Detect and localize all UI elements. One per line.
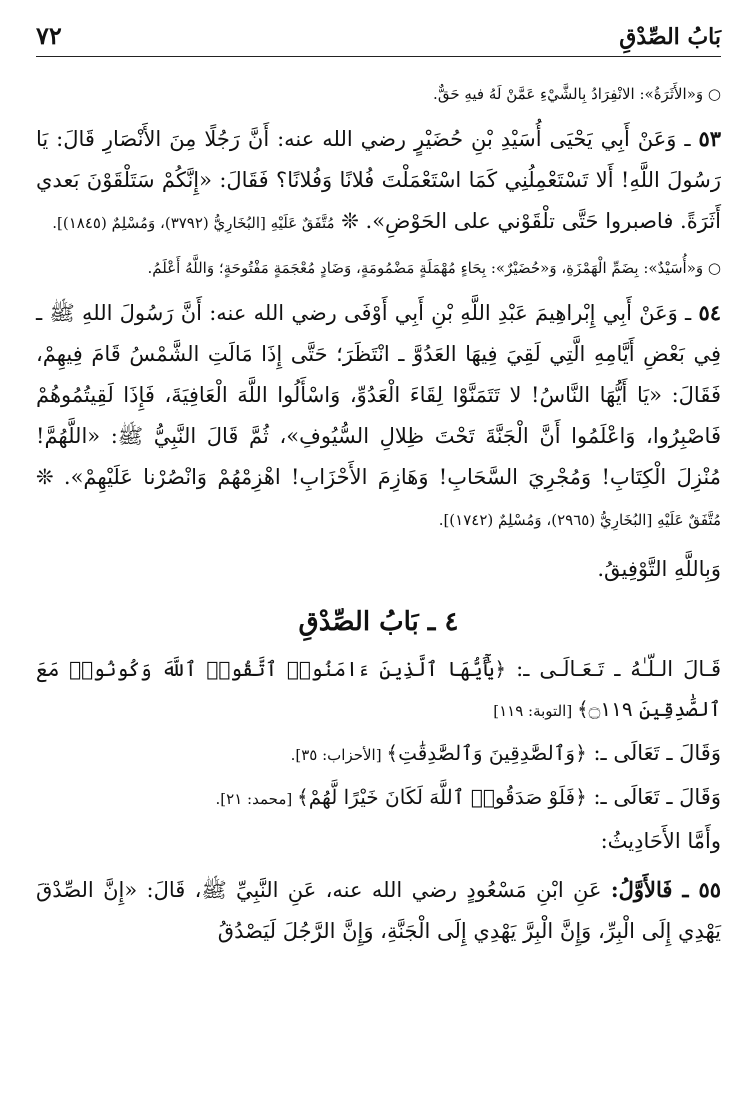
hadith-55 <box>36 869 721 952</box>
page-number: ٧٢ <box>36 21 62 50</box>
section-title: ٤ ـ بَابُ الصِّدْقِ <box>298 607 459 637</box>
ahadith-intro: وأَمَّا الأَحَادِيثُ: <box>600 829 721 853</box>
hadith-reference: مُتَّفَقٌ عَلَيْهِ [البُخَارِيُّ (٣٧٩٢)، وَمُسْلِمٌ (١٨٤٥)]. <box>52 214 335 232</box>
hadith-text: ـ وَعَنْ أَبِي يَحْيَى أُسَيْدِ بْنِ حُضَيْرٍ رضي الله عنه: أَنَّ رَجُلًا مِنَ الأَنْصَارِ قَالَ: يَا رَسُولَ اللَّهِ! أَلا تَسْتَعْمِلُنِي كَمَا اسْتَعْمَلْتَ فُلانًا وَفُلانًا؟ فَقَالَ: «إِنَّكُمْ سَتَلْقَوْنَ بَعدي أَثَرَةً. فاصبروا حَتَّى تلْقَوْني على الحَوْضِ». ❊ <box>36 127 721 233</box>
verse-intro: وَقَالَ ـ تَعَالَى ـ: <box>586 741 721 765</box>
verse-reference: [محمد: ٢١]. <box>215 790 297 808</box>
verse-quote: ﴿وَٱلصَّٰدِقِينَ وَٱلصَّٰدِقَٰتِ﴾ <box>386 741 587 765</box>
running-title: بَابُ الصِّدْقِ <box>619 24 721 50</box>
verse-reference: [التوبة: ١١٩] <box>493 702 577 720</box>
page-header <box>36 18 721 57</box>
hadith-number: ٥٤ <box>698 300 721 325</box>
quran-verse-1 <box>36 649 721 731</box>
verse-quote: ﴿فَلَوْ صَدَقُوا۟ ٱللَّهَ لَكَانَ خَيْرًا لَّهُمْ﴾ <box>296 785 587 809</box>
quran-verse-2 <box>36 733 721 775</box>
hadith-53 <box>36 118 721 244</box>
footnote-athara: ○ وَ«الأَثَرَةُ»: الانْفِرَادُ بِالشَّيْءِ عَمَّنْ لَهُ فيهِ حَقٌّ. <box>433 85 721 103</box>
hadith-number: ٥٥ <box>698 877 721 902</box>
hadith-number: ٥٣ <box>698 126 721 151</box>
verse-reference: [الأحزاب: ٣٥]. <box>290 746 387 764</box>
footnote-usayd: ○ وَ«أُسَيْدٌ»: بِضَمِّ الْهَمْزَةِ، وَ«حُضَيْرٌ»: بِحَاءٍ مُهْمَلَةٍ مَضْمُومَةٍ، وَضَادٍ مُعْجَمَةٍ مَفْتُوحَةٍ؛ وَاللَّهُ أَعْلَمُ. <box>147 259 721 277</box>
verse-quote: ﴿يَٰٓأَيُّهَا ٱلَّذِينَ ءَامَنُوا۟ ٱتَّقُوا۟ ٱللَّهَ وَكُونُوا۟ مَعَ ٱلصَّٰدِقِينَ ۝١١٩﴾ <box>36 657 721 721</box>
verse-intro: قَـالَ الـلّـٰهُ ـ تَـعَـالَـى ـ: <box>506 657 722 681</box>
hadith-reference: مُتَّفَقٌ عَلَيْهِ [البُخَارِيُّ (٢٩٦٥)، وَمُسْلِمٌ (١٧٤٢)]. <box>438 511 721 529</box>
quran-verse-3 <box>36 777 721 819</box>
page-body <box>36 70 721 960</box>
verse-intro: وَقَالَ ـ تَعَالَى ـ: <box>586 785 721 809</box>
hadith-label: ـ فَالأَوَّلُ: <box>610 877 699 902</box>
hadith-text: عَنِ ابْنِ مَسْعُودٍ رضي الله عنه، عَنِ النَّبِيِّ ﷺ، قَالَ: «إِنَّ الصِّدْقَ يَهْدِي إِلَى الْبِرِّ، وَإِنَّ الْبِرَّ يَهْدِي إِلَى الْجَنَّةِ، وَإِنَّ الرَّجُلَ لَيَصْدُقُ <box>36 878 721 943</box>
closing-phrase: وَبِاللَّهِ التَّوْفِيقُ. <box>597 557 721 581</box>
hadith-54 <box>36 292 721 541</box>
hadith-text: ـ وَعَنْ أَبِي إِبْراهِيمَ عَبْدِ اللَّهِ بْنِ أَبِي أَوْفَى رضي الله عنه: أَنَّ رَسُولَ اللهِ ﷺ ـ فِي بَعْضِ أَيَّامِهِ الَّتِي لَقِيَ فِيهَا العَدُوَّ ـ انْتَظَرَ؛ حَتَّى إِذَا مَالَتِ الشَّمْسُ قَامَ فِيهِمْ، فَقَالَ: «يَا أَيُّهَا النَّاسُ! لا تَتَمَنَّوْا لِقَاءَ الْعَدُوِّ، وَاسْأَلُوا اللَّهَ الْعَافِيَةَ، فَإِذَا لَقِيتُمُوهُمْ فَاصْبِرُوا، وَاعْلَمُوا أَنَّ الْجَنَّةَ تَحْتَ ظِلالِ السُّيُوفِ»، ثُمَّ قَالَ النَّبِيُّ ﷺ: «اللَّهُمَّ! مُنْزِلَ الْكِتَابِ! وَمُجْرِيَ السَّحَابِ! وَهَازِمَ الأَحْزَابِ! اهْزِمْهُمْ وَانْصُرْنا عَلَيْهِمْ». ❊ <box>36 301 721 489</box>
